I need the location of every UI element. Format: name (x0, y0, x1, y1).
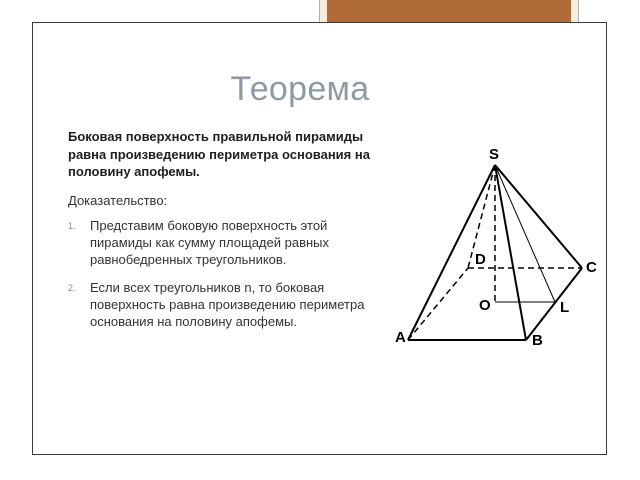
step-line: Если всех треугольников n, то боковая (90, 280, 325, 295)
point-label-l: L (560, 299, 570, 316)
step-line: поверхность равна произведению периметра (90, 297, 365, 312)
edge-sb (495, 165, 526, 340)
apothem-sl (495, 165, 555, 302)
vertex-label-a: A (395, 329, 406, 346)
edge-bc (526, 268, 582, 340)
vertex-label-s: S (489, 146, 500, 163)
step-line: Представим боковую поверхность этой (90, 218, 328, 233)
proof-step (68, 279, 400, 330)
theorem-statement (68, 128, 400, 181)
statement-line: равна произведению периметра основания на (68, 146, 370, 162)
step-line: пирамиды как сумму площадей равных (90, 235, 329, 250)
point-label-o: O (479, 297, 491, 314)
proof-step (68, 217, 400, 268)
pyramid-diagram (390, 140, 610, 355)
vertex-label-b: B (532, 332, 543, 349)
edge-sc (495, 165, 582, 268)
proof-label: Доказательство: (68, 193, 168, 208)
vertex-label-d: D (475, 251, 486, 268)
step-line: равнобедренных треугольников. (90, 252, 287, 267)
vertex-label-c: C (586, 259, 597, 276)
step-number: 2. (68, 283, 76, 293)
step-number: 1. (68, 221, 76, 231)
step-line: основания на половину апофемы. (90, 314, 297, 329)
statement-line: Боковая поверхность правильной пирамиды (68, 129, 364, 144)
slide-title: Теорема (230, 70, 370, 108)
statement-line: половину апофемы. (68, 164, 200, 179)
